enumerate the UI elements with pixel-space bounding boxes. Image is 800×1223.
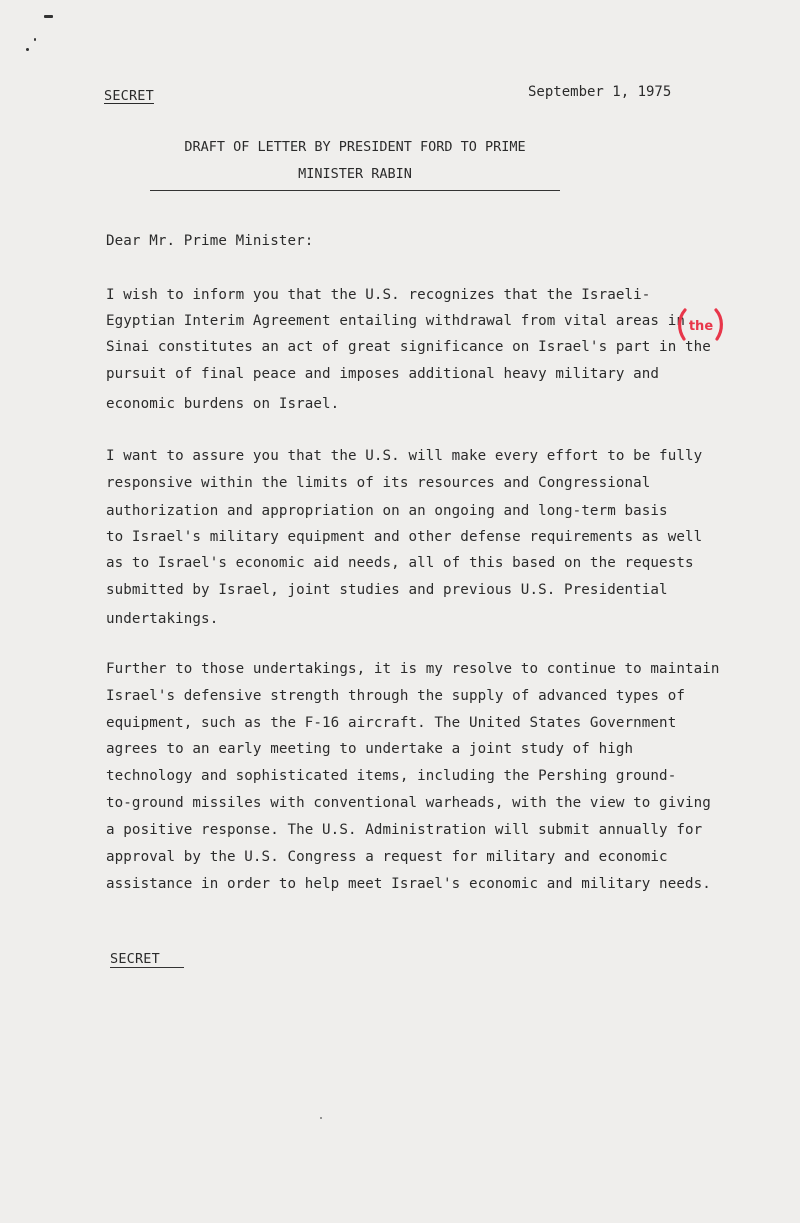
handwritten-annotation — [676, 306, 726, 342]
paragraph-3-line: approval by the U.S. Congress a request for military and economic — [106, 849, 668, 865]
paragraph-1-line: Egyptian Interim Agreement entailing withdrawal from vital areas in — [106, 313, 685, 329]
paragraph-2-line: I want to assure you that the U.S. will make every effort to be fully — [106, 448, 703, 464]
annotation-close-paren — [716, 310, 721, 339]
document-title-line-1: DRAFT OF LETTER BY PRESIDENT FORD TO PRIME — [184, 139, 526, 155]
paragraph-3-line: to-ground missiles with conventional warheads, with the view to giving — [106, 795, 711, 811]
paragraph-3-line: assistance in order to help meet Israel's economic and military needs. — [106, 876, 711, 892]
stray-mark — [44, 15, 53, 18]
footer-underline — [110, 967, 184, 968]
paragraph-3-line: equipment, such as the F-16 aircraft. The United States Government — [106, 715, 677, 731]
paragraph-2-line: submitted by Israel, joint studies and previous U.S. Presidential — [106, 582, 668, 598]
paragraph-2-line: responsive within the limits of its resources and Congressional — [106, 475, 651, 491]
paragraph-3-line: technology and sophisticated items, including the Pershing ground- — [106, 768, 677, 784]
paragraph-3-line: Israel's defensive strength through the supply of advanced types of — [106, 688, 685, 704]
annotation-text: the — [688, 319, 714, 334]
letter-date: September 1, 1975 — [528, 84, 672, 100]
paragraph-3-line: a positive response. The U.S. Administration will submit annually for — [106, 822, 703, 838]
annotation-open-paren — [680, 310, 685, 339]
paragraph-2-line: authorization and appropriation on an ongoing and long-term basis — [106, 503, 668, 519]
paragraph-1-line: Sinai constitutes an act of great significance on Israel's part in the — [106, 339, 711, 355]
paragraph-1-line: pursuit of final peace and imposes additional heavy military and — [106, 366, 660, 382]
salutation: Dear Mr. Prime Minister: — [106, 233, 314, 249]
paragraph-2-line: undertakings. — [106, 611, 219, 627]
document-title-line-2: MINISTER RABIN — [298, 166, 412, 182]
paragraph-2-line: to Israel's military equipment and other defense requirements as well — [106, 529, 703, 545]
classification-header: SECRET — [104, 88, 154, 104]
paragraph-3-line: agrees to an early meeting to undertake a joint study of high — [106, 741, 634, 757]
paragraph-1-line: I wish to inform you that the U.S. recognizes that the Israeli- — [106, 287, 651, 303]
paragraph-3-line: Further to those undertakings, it is my resolve to continue to maintain — [106, 661, 720, 677]
stray-mark — [34, 38, 36, 41]
title-underline — [150, 190, 560, 191]
stray-mark — [320, 1117, 322, 1119]
paragraph-2-line: as to Israel's economic aid needs, all of this based on the requests — [106, 555, 694, 571]
paragraph-1-line: economic burdens on Israel. — [106, 396, 340, 412]
stray-mark — [26, 48, 29, 51]
classification-footer: SECRET — [110, 951, 160, 967]
